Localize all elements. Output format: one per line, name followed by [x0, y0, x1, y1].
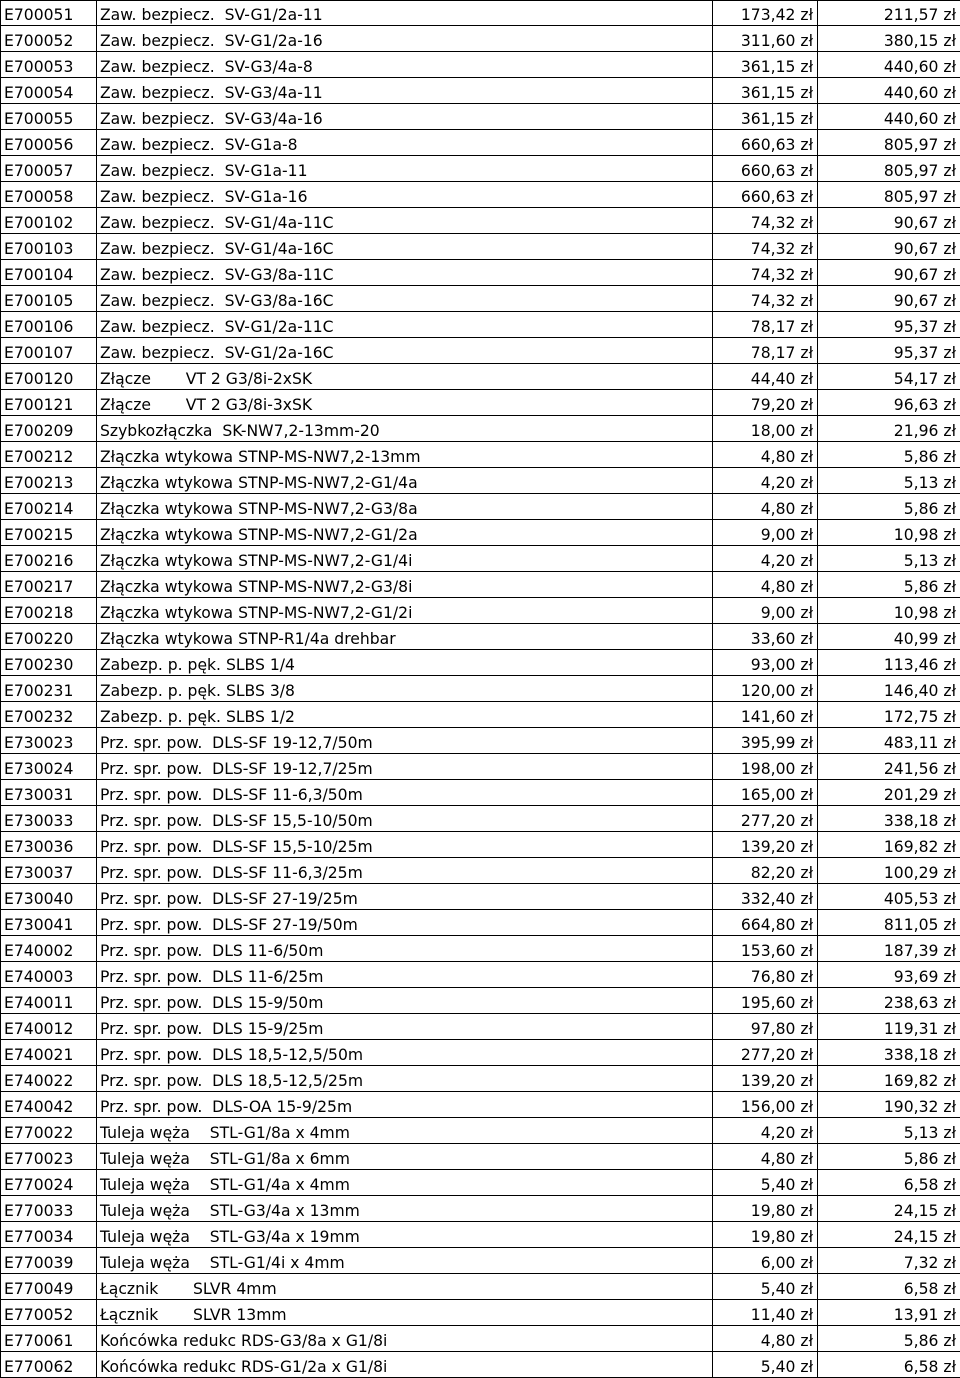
price-net-cell: 9,00 zł	[713, 520, 818, 546]
price-gross-cell: 211,57 zł	[818, 1, 960, 26]
product-code-cell: E700107	[1, 338, 97, 364]
table-row	[1, 910, 960, 936]
table-row	[1, 26, 960, 52]
price-gross-cell: 90,67 zł	[818, 208, 960, 234]
product-code-cell: E770022	[1, 1118, 97, 1144]
price-net-cell: 277,20 zł	[713, 806, 818, 832]
price-gross-cell: 190,32 zł	[818, 1092, 960, 1118]
table-row	[1, 1118, 960, 1144]
table-row	[1, 52, 960, 78]
product-code-cell: E700220	[1, 624, 97, 650]
product-description-cell: Łącznik SLVR 13mm	[97, 1300, 713, 1326]
table-row	[1, 1170, 960, 1196]
product-description-cell: Prz. spr. pow. DLS 11-6/25m	[97, 962, 713, 988]
price-gross-cell: 24,15 zł	[818, 1222, 960, 1248]
price-net-cell: 139,20 zł	[713, 1066, 818, 1092]
table-row	[1, 390, 960, 416]
product-code-cell: E740002	[1, 936, 97, 962]
product-description-cell: Końcówka redukc RDS-G1/2a x G1/8i	[97, 1352, 713, 1378]
product-description-cell: Zaw. bezpiecz. SV-G1a-11	[97, 156, 713, 182]
price-gross-cell: 6,58 zł	[818, 1170, 960, 1196]
table-row	[1, 1, 960, 26]
price-net-cell: 660,63 zł	[713, 130, 818, 156]
price-gross-cell: 6,58 zł	[818, 1352, 960, 1378]
product-code-cell: E700215	[1, 520, 97, 546]
price-gross-cell: 805,97 zł	[818, 182, 960, 208]
price-gross-cell: 113,46 zł	[818, 650, 960, 676]
table-row	[1, 156, 960, 182]
price-gross-cell: 93,69 zł	[818, 962, 960, 988]
price-net-cell: 4,80 zł	[713, 494, 818, 520]
price-gross-cell: 5,86 zł	[818, 494, 960, 520]
table-row	[1, 754, 960, 780]
price-net-cell: 19,80 zł	[713, 1222, 818, 1248]
product-code-cell: E700212	[1, 442, 97, 468]
product-code-cell: E700209	[1, 416, 97, 442]
price-gross-cell: 90,67 zł	[818, 260, 960, 286]
product-code-cell: E770033	[1, 1196, 97, 1222]
price-gross-cell: 241,56 zł	[818, 754, 960, 780]
price-net-cell: 33,60 zł	[713, 624, 818, 650]
price-gross-cell: 90,67 zł	[818, 286, 960, 312]
price-gross-cell: 483,11 zł	[818, 728, 960, 754]
price-gross-cell: 10,98 zł	[818, 598, 960, 624]
table-row	[1, 832, 960, 858]
product-description-cell: Złączka wtykowa STNP-MS-NW7,2-G3/8a	[97, 494, 713, 520]
product-code-cell: E730041	[1, 910, 97, 936]
table-row	[1, 1274, 960, 1300]
table-row	[1, 598, 960, 624]
product-code-cell: E700218	[1, 598, 97, 624]
product-description-cell: Zabezp. p. pęk. SLBS 3/8	[97, 676, 713, 702]
price-gross-cell: 95,37 zł	[818, 312, 960, 338]
product-description-cell: Zaw. bezpiecz. SV-G3/4a-11	[97, 78, 713, 104]
product-code-cell: E700058	[1, 182, 97, 208]
product-code-cell: E700121	[1, 390, 97, 416]
product-description-cell: Prz. spr. pow. DLS-SF 27-19/25m	[97, 884, 713, 910]
price-net-cell: 361,15 zł	[713, 78, 818, 104]
product-description-cell: Zaw. bezpiecz. SV-G1/2a-11	[97, 1, 713, 26]
price-net-cell: 97,80 zł	[713, 1014, 818, 1040]
price-net-cell: 82,20 zł	[713, 858, 818, 884]
price-net-cell: 4,20 zł	[713, 1118, 818, 1144]
product-description-cell: Tuleja węża STL-G3/4a x 13mm	[97, 1196, 713, 1222]
table-row	[1, 1144, 960, 1170]
product-code-cell: E740022	[1, 1066, 97, 1092]
price-net-cell: 4,80 zł	[713, 1326, 818, 1352]
product-description-cell: Zaw. bezpiecz. SV-G1/2a-11C	[97, 312, 713, 338]
price-gross-cell: 13,91 zł	[818, 1300, 960, 1326]
table-row	[1, 780, 960, 806]
price-net-cell: 660,63 zł	[713, 156, 818, 182]
price-net-cell: 139,20 zł	[713, 832, 818, 858]
table-row	[1, 260, 960, 286]
price-net-cell: 93,00 zł	[713, 650, 818, 676]
product-code-cell: E730031	[1, 780, 97, 806]
price-gross-cell: 100,29 zł	[818, 858, 960, 884]
price-net-cell: 395,99 zł	[713, 728, 818, 754]
product-description-cell: Tuleja węża STL-G1/8a x 6mm	[97, 1144, 713, 1170]
price-list-body	[1, 1, 960, 1378]
price-net-cell: 9,00 zł	[713, 598, 818, 624]
product-code-cell: E770049	[1, 1274, 97, 1300]
table-row	[1, 416, 960, 442]
product-code-cell: E700120	[1, 364, 97, 390]
price-gross-cell: 380,15 zł	[818, 26, 960, 52]
product-code-cell: E700106	[1, 312, 97, 338]
product-code-cell: E700104	[1, 260, 97, 286]
product-description-cell: Zaw. bezpiecz. SV-G3/8a-16C	[97, 286, 713, 312]
price-net-cell: 198,00 zł	[713, 754, 818, 780]
product-description-cell: Prz. spr. pow. DLS-SF 19-12,7/25m	[97, 754, 713, 780]
product-code-cell: E700056	[1, 130, 97, 156]
table-row	[1, 728, 960, 754]
table-row	[1, 1196, 960, 1222]
product-description-cell: Złączka wtykowa STNP-R1/4a drehbar	[97, 624, 713, 650]
table-row	[1, 130, 960, 156]
product-code-cell: E700052	[1, 26, 97, 52]
price-net-cell: 19,80 zł	[713, 1196, 818, 1222]
product-code-cell: E700102	[1, 208, 97, 234]
price-gross-cell: 172,75 zł	[818, 702, 960, 728]
product-code-cell: E730024	[1, 754, 97, 780]
product-code-cell: E740021	[1, 1040, 97, 1066]
price-gross-cell: 169,82 zł	[818, 1066, 960, 1092]
product-code-cell: E770052	[1, 1300, 97, 1326]
price-net-cell: 173,42 zł	[713, 1, 818, 26]
price-net-cell: 79,20 zł	[713, 390, 818, 416]
price-gross-cell: 805,97 zł	[818, 130, 960, 156]
price-gross-cell: 96,63 zł	[818, 390, 960, 416]
price-net-cell: 6,00 zł	[713, 1248, 818, 1274]
product-description-cell: Złączka wtykowa STNP-MS-NW7,2-G1/4i	[97, 546, 713, 572]
price-net-cell: 74,32 zł	[713, 208, 818, 234]
product-description-cell: Tuleja węża STL-G1/8a x 4mm	[97, 1118, 713, 1144]
price-net-cell: 195,60 zł	[713, 988, 818, 1014]
table-row	[1, 234, 960, 260]
table-row	[1, 1300, 960, 1326]
price-net-cell: 664,80 zł	[713, 910, 818, 936]
product-description-cell: Zaw. bezpiecz. SV-G1a-8	[97, 130, 713, 156]
product-code-cell: E770023	[1, 1144, 97, 1170]
product-description-cell: Prz. spr. pow. DLS 18,5-12,5/50m	[97, 1040, 713, 1066]
price-net-cell: 361,15 zł	[713, 52, 818, 78]
price-net-cell: 11,40 zł	[713, 1300, 818, 1326]
table-row	[1, 806, 960, 832]
product-description-cell: Zabezp. p. pęk. SLBS 1/2	[97, 702, 713, 728]
table-row	[1, 650, 960, 676]
price-net-cell: 277,20 zł	[713, 1040, 818, 1066]
product-code-cell: E730033	[1, 806, 97, 832]
table-row	[1, 1326, 960, 1352]
table-row	[1, 936, 960, 962]
product-description-cell: Prz. spr. pow. DLS-OA 15-9/25m	[97, 1092, 713, 1118]
price-gross-cell: 54,17 zł	[818, 364, 960, 390]
price-gross-cell: 146,40 zł	[818, 676, 960, 702]
table-row	[1, 78, 960, 104]
product-description-cell: Prz. spr. pow. DLS-SF 11-6,3/50m	[97, 780, 713, 806]
product-code-cell: E700054	[1, 78, 97, 104]
table-row	[1, 1014, 960, 1040]
table-row	[1, 208, 960, 234]
product-description-cell: Zaw. bezpiecz. SV-G3/4a-8	[97, 52, 713, 78]
price-net-cell: 141,60 zł	[713, 702, 818, 728]
table-row	[1, 676, 960, 702]
price-gross-cell: 90,67 zł	[818, 234, 960, 260]
price-gross-cell: 440,60 zł	[818, 78, 960, 104]
price-gross-cell: 338,18 zł	[818, 1040, 960, 1066]
product-description-cell: Prz. spr. pow. DLS-SF 27-19/50m	[97, 910, 713, 936]
product-code-cell: E740003	[1, 962, 97, 988]
price-gross-cell: 5,13 zł	[818, 546, 960, 572]
table-row	[1, 364, 960, 390]
product-description-cell: Prz. spr. pow. DLS-SF 11-6,3/25m	[97, 858, 713, 884]
product-description-cell: Tuleja węża STL-G1/4a x 4mm	[97, 1170, 713, 1196]
product-description-cell: Złączka wtykowa STNP-MS-NW7,2-G3/8i	[97, 572, 713, 598]
price-gross-cell: 805,97 zł	[818, 156, 960, 182]
product-code-cell: E740011	[1, 988, 97, 1014]
product-description-cell: Prz. spr. pow. DLS 15-9/50m	[97, 988, 713, 1014]
table-row	[1, 962, 960, 988]
table-row	[1, 1248, 960, 1274]
price-gross-cell: 811,05 zł	[818, 910, 960, 936]
price-gross-cell: 5,86 zł	[818, 442, 960, 468]
product-description-cell: Zaw. bezpiecz. SV-G3/4a-16	[97, 104, 713, 130]
product-code-cell: E730037	[1, 858, 97, 884]
product-code-cell: E700105	[1, 286, 97, 312]
table-row	[1, 1040, 960, 1066]
price-gross-cell: 7,32 zł	[818, 1248, 960, 1274]
price-net-cell: 5,40 zł	[713, 1274, 818, 1300]
price-gross-cell: 405,53 zł	[818, 884, 960, 910]
price-gross-cell: 21,96 zł	[818, 416, 960, 442]
product-description-cell: Złącze VT 2 G3/8i-2xSK	[97, 364, 713, 390]
table-row	[1, 624, 960, 650]
product-description-cell: Złącze VT 2 G3/8i-3xSK	[97, 390, 713, 416]
table-row	[1, 1222, 960, 1248]
product-code-cell: E730040	[1, 884, 97, 910]
price-net-cell: 78,17 zł	[713, 338, 818, 364]
price-net-cell: 311,60 zł	[713, 26, 818, 52]
product-code-cell: E740012	[1, 1014, 97, 1040]
product-code-cell: E770034	[1, 1222, 97, 1248]
price-gross-cell: 119,31 zł	[818, 1014, 960, 1040]
product-description-cell: Złączka wtykowa STNP-MS-NW7,2-13mm	[97, 442, 713, 468]
product-description-cell: Prz. spr. pow. DLS-SF 15,5-10/50m	[97, 806, 713, 832]
product-description-cell: Prz. spr. pow. DLS 11-6/50m	[97, 936, 713, 962]
price-net-cell: 5,40 zł	[713, 1170, 818, 1196]
table-row	[1, 546, 960, 572]
price-net-cell: 76,80 zł	[713, 962, 818, 988]
product-code-cell: E700055	[1, 104, 97, 130]
product-description-cell: Zabezp. p. pęk. SLBS 1/4	[97, 650, 713, 676]
product-code-cell: E700231	[1, 676, 97, 702]
product-code-cell: E770061	[1, 1326, 97, 1352]
product-description-cell: Zaw. bezpiecz. SV-G1/2a-16	[97, 26, 713, 52]
table-row	[1, 858, 960, 884]
price-gross-cell: 95,37 zł	[818, 338, 960, 364]
product-code-cell: E770024	[1, 1170, 97, 1196]
product-code-cell: E700051	[1, 1, 97, 26]
product-description-cell: Prz. spr. pow. DLS-SF 15,5-10/25m	[97, 832, 713, 858]
table-row	[1, 182, 960, 208]
price-gross-cell: 440,60 zł	[818, 104, 960, 130]
product-code-cell: E740042	[1, 1092, 97, 1118]
product-code-cell: E700053	[1, 52, 97, 78]
product-code-cell: E700217	[1, 572, 97, 598]
price-gross-cell: 5,13 zł	[818, 1118, 960, 1144]
price-gross-cell: 440,60 zł	[818, 52, 960, 78]
price-net-cell: 78,17 zł	[713, 312, 818, 338]
table-row	[1, 468, 960, 494]
product-code-cell: E700057	[1, 156, 97, 182]
price-gross-cell: 187,39 zł	[818, 936, 960, 962]
price-net-cell: 44,40 zł	[713, 364, 818, 390]
price-gross-cell: 40,99 zł	[818, 624, 960, 650]
product-description-cell: Tuleja węża STL-G3/4a x 19mm	[97, 1222, 713, 1248]
product-description-cell: Zaw. bezpiecz. SV-G1/4a-16C	[97, 234, 713, 260]
price-net-cell: 4,20 zł	[713, 546, 818, 572]
table-row	[1, 286, 960, 312]
product-code-cell: E730036	[1, 832, 97, 858]
product-code-cell: E700214	[1, 494, 97, 520]
price-net-cell: 4,80 zł	[713, 572, 818, 598]
product-description-cell: Zaw. bezpiecz. SV-G3/8a-11C	[97, 260, 713, 286]
price-gross-cell: 10,98 zł	[818, 520, 960, 546]
price-gross-cell: 5,86 zł	[818, 1326, 960, 1352]
product-code-cell: E700232	[1, 702, 97, 728]
table-row	[1, 338, 960, 364]
product-description-cell: Szybkozłączka SK-NW7,2-13mm-20	[97, 416, 713, 442]
product-description-cell: Zaw. bezpiecz. SV-G1/2a-16C	[97, 338, 713, 364]
price-net-cell: 4,20 zł	[713, 468, 818, 494]
table-row	[1, 884, 960, 910]
price-net-cell: 361,15 zł	[713, 104, 818, 130]
product-description-cell: Prz. spr. pow. DLS 15-9/25m	[97, 1014, 713, 1040]
product-description-cell: Łącznik SLVR 4mm	[97, 1274, 713, 1300]
table-row	[1, 312, 960, 338]
price-net-cell: 5,40 zł	[713, 1352, 818, 1378]
price-net-cell: 4,80 zł	[713, 442, 818, 468]
table-row	[1, 520, 960, 546]
price-gross-cell: 338,18 zł	[818, 806, 960, 832]
product-code-cell: E700230	[1, 650, 97, 676]
product-description-cell: Złączka wtykowa STNP-MS-NW7,2-G1/2a	[97, 520, 713, 546]
price-gross-cell: 5,86 zł	[818, 1144, 960, 1170]
table-row	[1, 494, 960, 520]
product-description-cell: Prz. spr. pow. DLS 18,5-12,5/25m	[97, 1066, 713, 1092]
product-description-cell: Złączka wtykowa STNP-MS-NW7,2-G1/2i	[97, 598, 713, 624]
price-gross-cell: 5,86 zł	[818, 572, 960, 598]
product-description-cell: Złączka wtykowa STNP-MS-NW7,2-G1/4a	[97, 468, 713, 494]
price-net-cell: 153,60 zł	[713, 936, 818, 962]
price-net-cell: 74,32 zł	[713, 260, 818, 286]
table-row	[1, 1352, 960, 1378]
table-row	[1, 104, 960, 130]
price-gross-cell: 201,29 zł	[818, 780, 960, 806]
price-net-cell: 156,00 zł	[713, 1092, 818, 1118]
price-net-cell: 120,00 zł	[713, 676, 818, 702]
table-row	[1, 1092, 960, 1118]
price-net-cell: 660,63 zł	[713, 182, 818, 208]
product-code-cell: E770039	[1, 1248, 97, 1274]
price-net-cell: 332,40 zł	[713, 884, 818, 910]
product-description-cell: Prz. spr. pow. DLS-SF 19-12,7/50m	[97, 728, 713, 754]
price-net-cell: 74,32 zł	[713, 286, 818, 312]
price-net-cell: 165,00 zł	[713, 780, 818, 806]
price-gross-cell: 238,63 zł	[818, 988, 960, 1014]
price-gross-cell: 24,15 zł	[818, 1196, 960, 1222]
product-code-cell: E730023	[1, 728, 97, 754]
table-row	[1, 702, 960, 728]
product-description-cell: Tuleja węża STL-G1/4i x 4mm	[97, 1248, 713, 1274]
table-row	[1, 988, 960, 1014]
product-code-cell: E700103	[1, 234, 97, 260]
price-gross-cell: 5,13 zł	[818, 468, 960, 494]
product-description-cell: Zaw. bezpiecz. SV-G1/4a-11C	[97, 208, 713, 234]
price-net-cell: 18,00 zł	[713, 416, 818, 442]
product-code-cell: E770062	[1, 1352, 97, 1378]
table-row	[1, 572, 960, 598]
price-gross-cell: 6,58 zł	[818, 1274, 960, 1300]
product-code-cell: E700216	[1, 546, 97, 572]
table-row	[1, 442, 960, 468]
product-description-cell: Zaw. bezpiecz. SV-G1a-16	[97, 182, 713, 208]
price-net-cell: 4,80 zł	[713, 1144, 818, 1170]
price-net-cell: 74,32 zł	[713, 234, 818, 260]
table-row	[1, 1066, 960, 1092]
product-description-cell: Końcówka redukc RDS-G3/8a x G1/8i	[97, 1326, 713, 1352]
price-gross-cell: 169,82 zł	[818, 832, 960, 858]
product-code-cell: E700213	[1, 468, 97, 494]
